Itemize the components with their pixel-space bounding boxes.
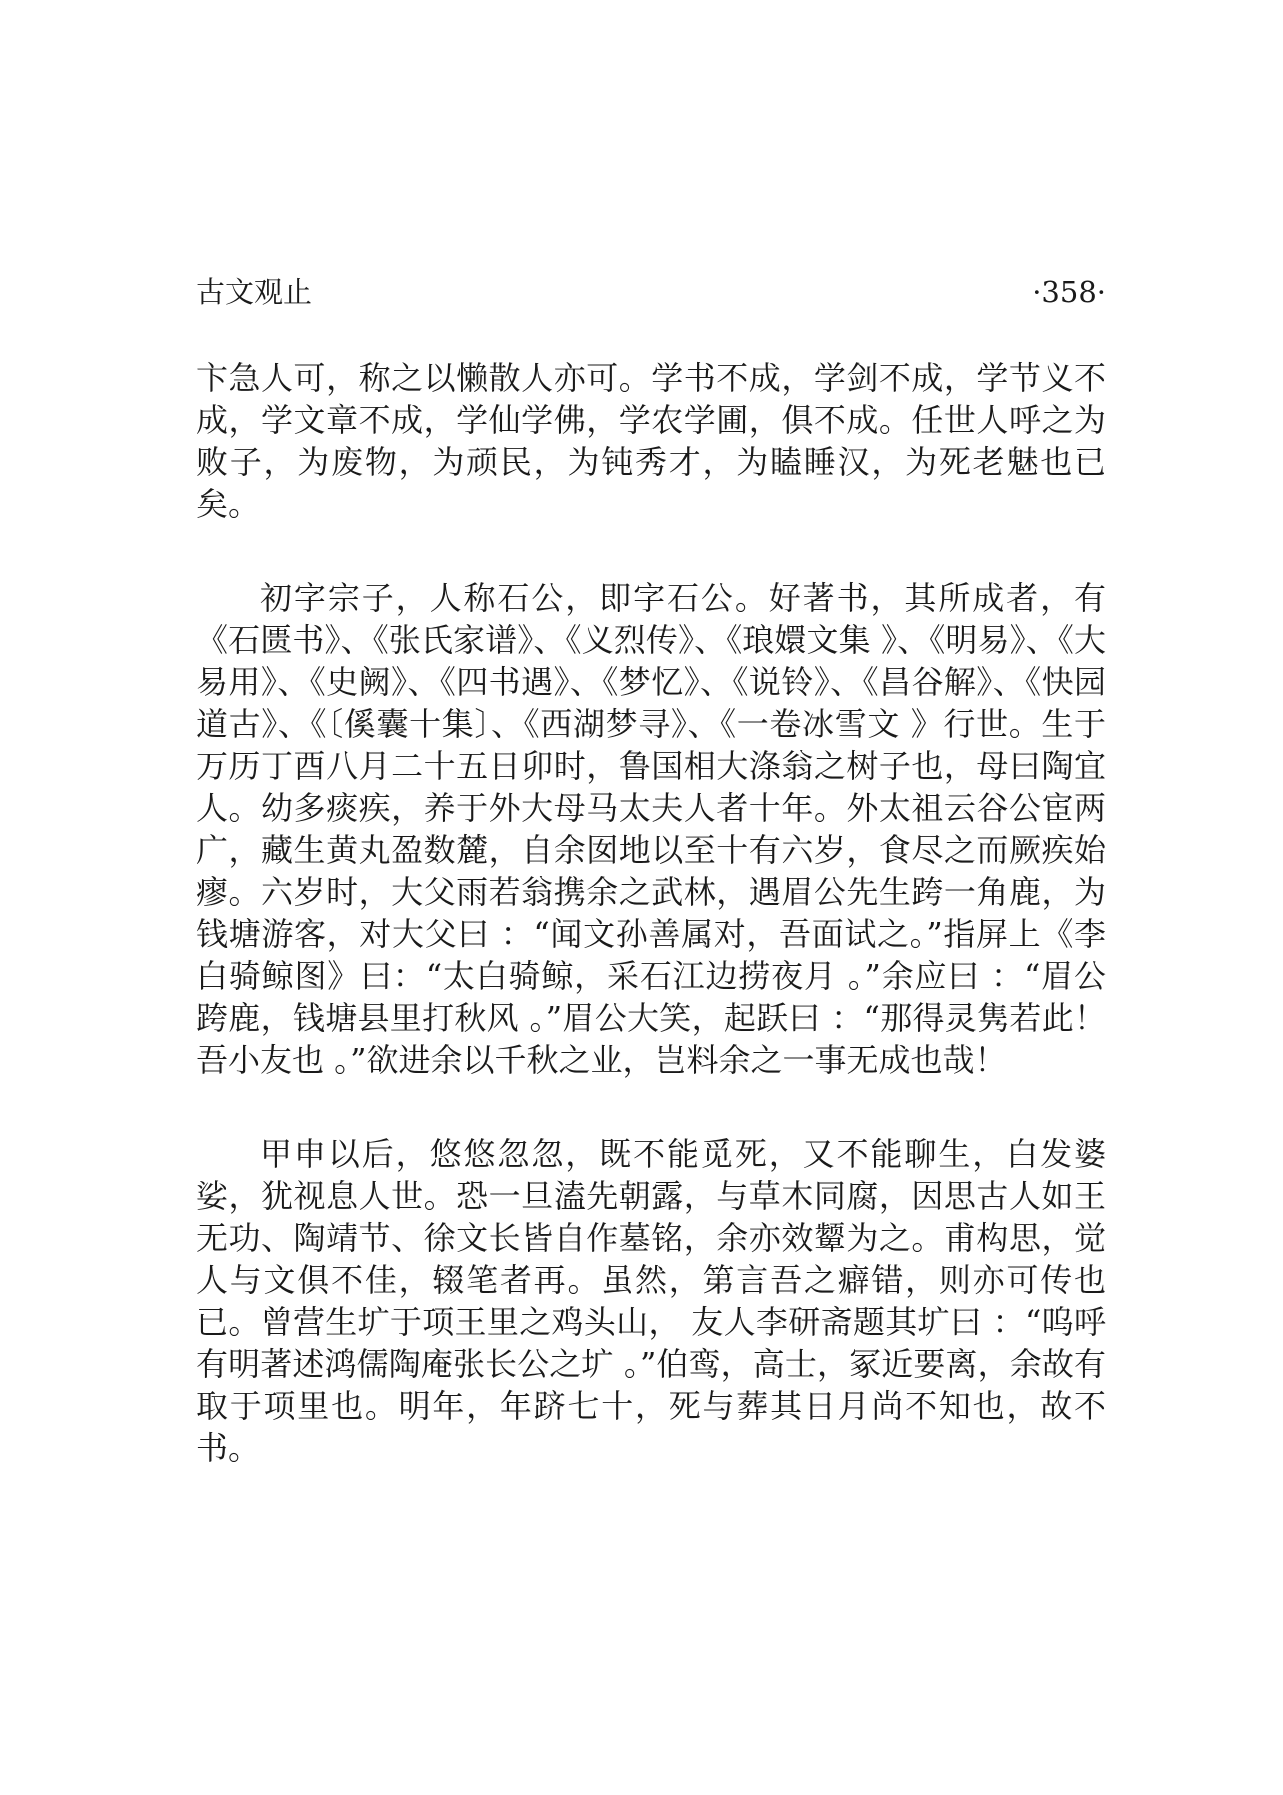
page-number: ·358· (1032, 275, 1106, 309)
page-body (196, 357, 1106, 1469)
paragraph-epitaph: 甲申以后，悠悠忽忽，既不能觅死，又不能聊生，白发婆娑，犹视息人世。恐一旦溘先朝露，与草木同腐，因思古人如王无功、陶靖节、徐文长皆自作墓铭，余亦效颦为之。甫构思，觉人与文俱不佳，辍笔者再。虽然，第言吾之癖错，则亦可传也已。曾营生圹于项王里之鸡头山， 友人李研斋题其圹曰 ：“呜呼有明著述鸿儒陶庵张长公之圹 。”伯鸾，高士，冢近要离，余故有取于项里也。明年，年跻七十，死与葬其日月尚不知也，故不书。 (196, 1135, 1106, 1467)
paragraph-biography: 初字宗子，人称石公，即字石公。好著书，其所成者，有《石匮书》、《张氏家谱》、《义烈传》、《琅嬛文集 》、《明易》、《大易用》、《史阙》、《四书遇》、《梦忆》、《说铃》、《昌谷解》、《快园道古》、《〔傒囊十集〕、《西湖梦寻》、《一卷冰雪文 》行世。生于万历丁酉八月二十五日卯时，鲁国相大涤翁之树子也，母曰陶宜人。幼多痰疾，养于外大母马太夫人者十年。外太祖云谷公宦两广，藏生黄丸盈数麓，自余囡地以至十有六岁，食尽之而厥疾始瘳。六岁时，大父雨若翁携余之武林，遇眉公先生跨一角鹿，为钱塘游客，对大父曰 ：“闻文孙善属对，吾面试之。”指屏上《李白骑鲸图》曰：“太白骑鲸，采石江边捞夜月 。”余应曰 ：“眉公跨鹿，钱塘县里打秋风 。”眉公大笑，起跃曰 ：“那得灵隽若此！吾小友也 。”欲进余以千秋之业，岂料余之一事无成也哉！ (196, 579, 1106, 1079)
book-title: 古文观止 (196, 275, 313, 309)
paragraph-continued: 卞急人可，称之以懒散人亦可。学书不成，学剑不成，学节义不成，学文章不成，学仙学佛，学农学圃，俱不成。任世人呼之为败子，为废物，为顽民，为钝秀才，为瞌睡汉，为死老魅也已矣。 (196, 359, 1106, 523)
running-header (196, 270, 1106, 314)
